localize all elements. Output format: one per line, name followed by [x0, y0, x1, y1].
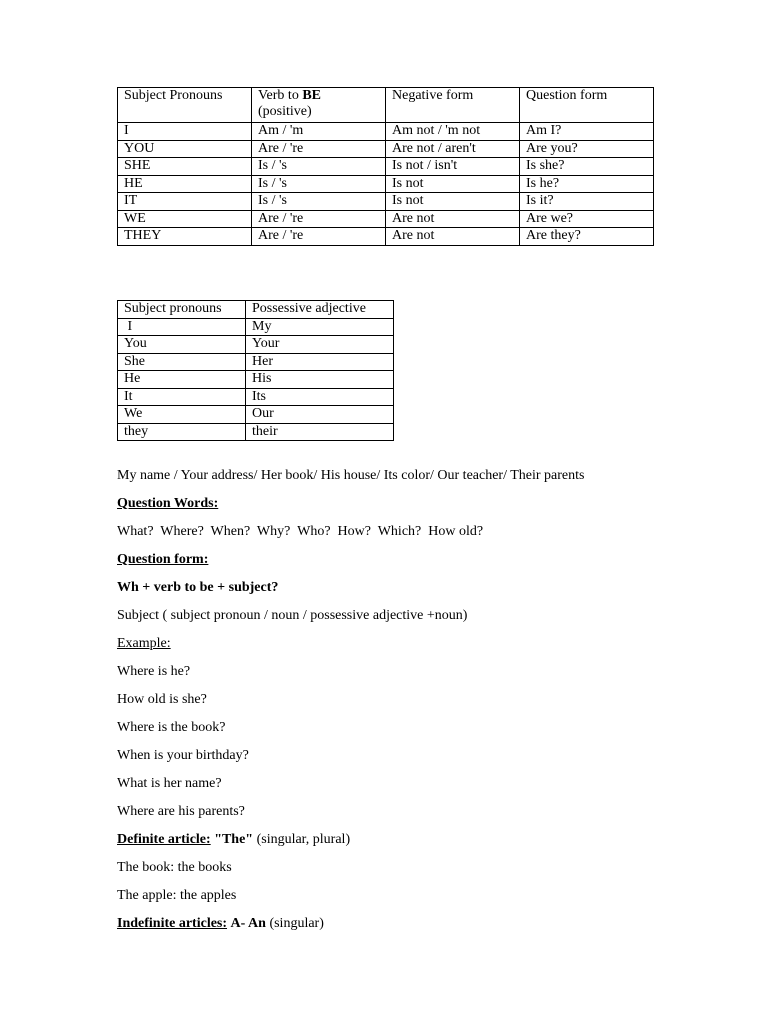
table-cell: Are not [386, 210, 520, 228]
table-row [118, 388, 394, 406]
definite-article-line [117, 831, 737, 859]
example-sentence: Where are his parents? [117, 804, 245, 819]
possessive-adjective-table [117, 300, 394, 441]
table-row [118, 175, 654, 193]
table-cell: HE [118, 175, 252, 193]
example-heading-line [117, 635, 737, 663]
table-cell: I [118, 123, 252, 141]
table-cell: Are / 're [252, 228, 386, 246]
table-cell: His [246, 371, 394, 389]
table-header-row [118, 301, 394, 319]
table-row [118, 193, 654, 211]
table-cell: We [118, 406, 246, 424]
table-cell: You [118, 336, 246, 354]
example-sentence: How old is she? [117, 692, 207, 707]
header-possessive-adjective: Possessive adjective [246, 301, 394, 319]
header-verb-to-be-pre: Verb to [258, 88, 303, 103]
question-form-heading-line [117, 551, 737, 579]
indefinite-article-a-an: A- An [230, 916, 266, 931]
table-cell: Our [246, 406, 394, 424]
header-question-form: Question form [520, 88, 654, 123]
example-sentence: Where is he? [117, 664, 191, 679]
table-cell: they [118, 423, 246, 441]
table-cell: Am not / 'm not [386, 123, 520, 141]
table-cell: Is she? [520, 158, 654, 176]
lesson-text [117, 467, 737, 943]
table-cell: Is / 's [252, 193, 386, 211]
table-cell: WE [118, 210, 252, 228]
example-sentence: Where is the book? [117, 720, 226, 735]
question-words-line: What? Where? When? Why? Who? How? Which? How old? [117, 524, 484, 539]
table-cell: Are / 're [252, 140, 386, 158]
definite-article-note: (singular, plural) [253, 832, 351, 847]
table-cell: Your [246, 336, 394, 354]
question-words-heading-line [117, 495, 737, 523]
question-formula: Wh + verb to be + subject? [117, 580, 279, 595]
question-form-heading: Question form: [117, 552, 209, 567]
table-header-row [118, 88, 654, 123]
question-words-heading: Question Words: [117, 496, 219, 511]
table-cell: Is he? [520, 175, 654, 193]
table-cell: YOU [118, 140, 252, 158]
table-cell: Is / 's [252, 158, 386, 176]
definite-article-heading: Definite article: [117, 832, 211, 847]
table-cell: Are we? [520, 210, 654, 228]
possessive-examples-line: My name / Your address/ Her book/ His house/ Its color/ Our teacher/ Their parents [117, 468, 585, 483]
table-cell: Is it? [520, 193, 654, 211]
table-cell: Are they? [520, 228, 654, 246]
table-cell: Her [246, 353, 394, 371]
table-row [118, 210, 654, 228]
header-negative-form: Negative form [386, 88, 520, 123]
table-cell: their [246, 423, 394, 441]
indefinite-article-note: (singular) [265, 916, 324, 931]
header-verb-to-be [252, 88, 386, 123]
table-row [118, 353, 394, 371]
header-subject-pronouns: Subject Pronouns [118, 88, 252, 123]
table-row [118, 228, 654, 246]
table-cell: SHE [118, 158, 252, 176]
table-cell: Are you? [520, 140, 654, 158]
example-sentence: When is your birthday? [117, 748, 249, 763]
table-cell: She [118, 353, 246, 371]
definite-example: The apple: the apples [117, 888, 237, 903]
verb-to-be-table [117, 87, 654, 246]
table-cell: It [118, 388, 246, 406]
table-cell: Is / 's [252, 175, 386, 193]
table-row [118, 140, 654, 158]
table-cell: IT [118, 193, 252, 211]
table-cell: Are not / aren't [386, 140, 520, 158]
table-cell: Is not [386, 175, 520, 193]
table-cell: Am / 'm [252, 123, 386, 141]
table-row [118, 336, 394, 354]
table-cell: Is not [386, 193, 520, 211]
table-cell: THEY [118, 228, 252, 246]
example-sentence: What is her name? [117, 776, 222, 791]
table-cell: My [246, 318, 394, 336]
table-row [118, 123, 654, 141]
header-verb-to-be-post: (positive) [258, 104, 312, 119]
indefinite-article-heading: Indefinite articles: [117, 916, 228, 931]
indefinite-article-line [117, 915, 737, 943]
table-row [118, 371, 394, 389]
table-row [118, 423, 394, 441]
table-cell: Is not / isn't [386, 158, 520, 176]
header-subject-pronouns: Subject pronouns [118, 301, 246, 319]
table-cell: Its [246, 388, 394, 406]
definite-example: The book: the books [117, 860, 232, 875]
table-row [118, 406, 394, 424]
subject-definition: Subject ( subject pronoun / noun / possessive adjective +noun) [117, 608, 468, 623]
definite-article-the: "The" [214, 832, 254, 847]
table-cell: He [118, 371, 246, 389]
table-cell: Are / 're [252, 210, 386, 228]
example-heading: Example: [117, 636, 171, 651]
table-cell: Am I? [520, 123, 654, 141]
table-row [118, 158, 654, 176]
table-row [118, 318, 394, 336]
header-verb-to-be-bold: BE [302, 88, 322, 103]
table-cell: I [118, 318, 246, 336]
table-cell: Are not [386, 228, 520, 246]
